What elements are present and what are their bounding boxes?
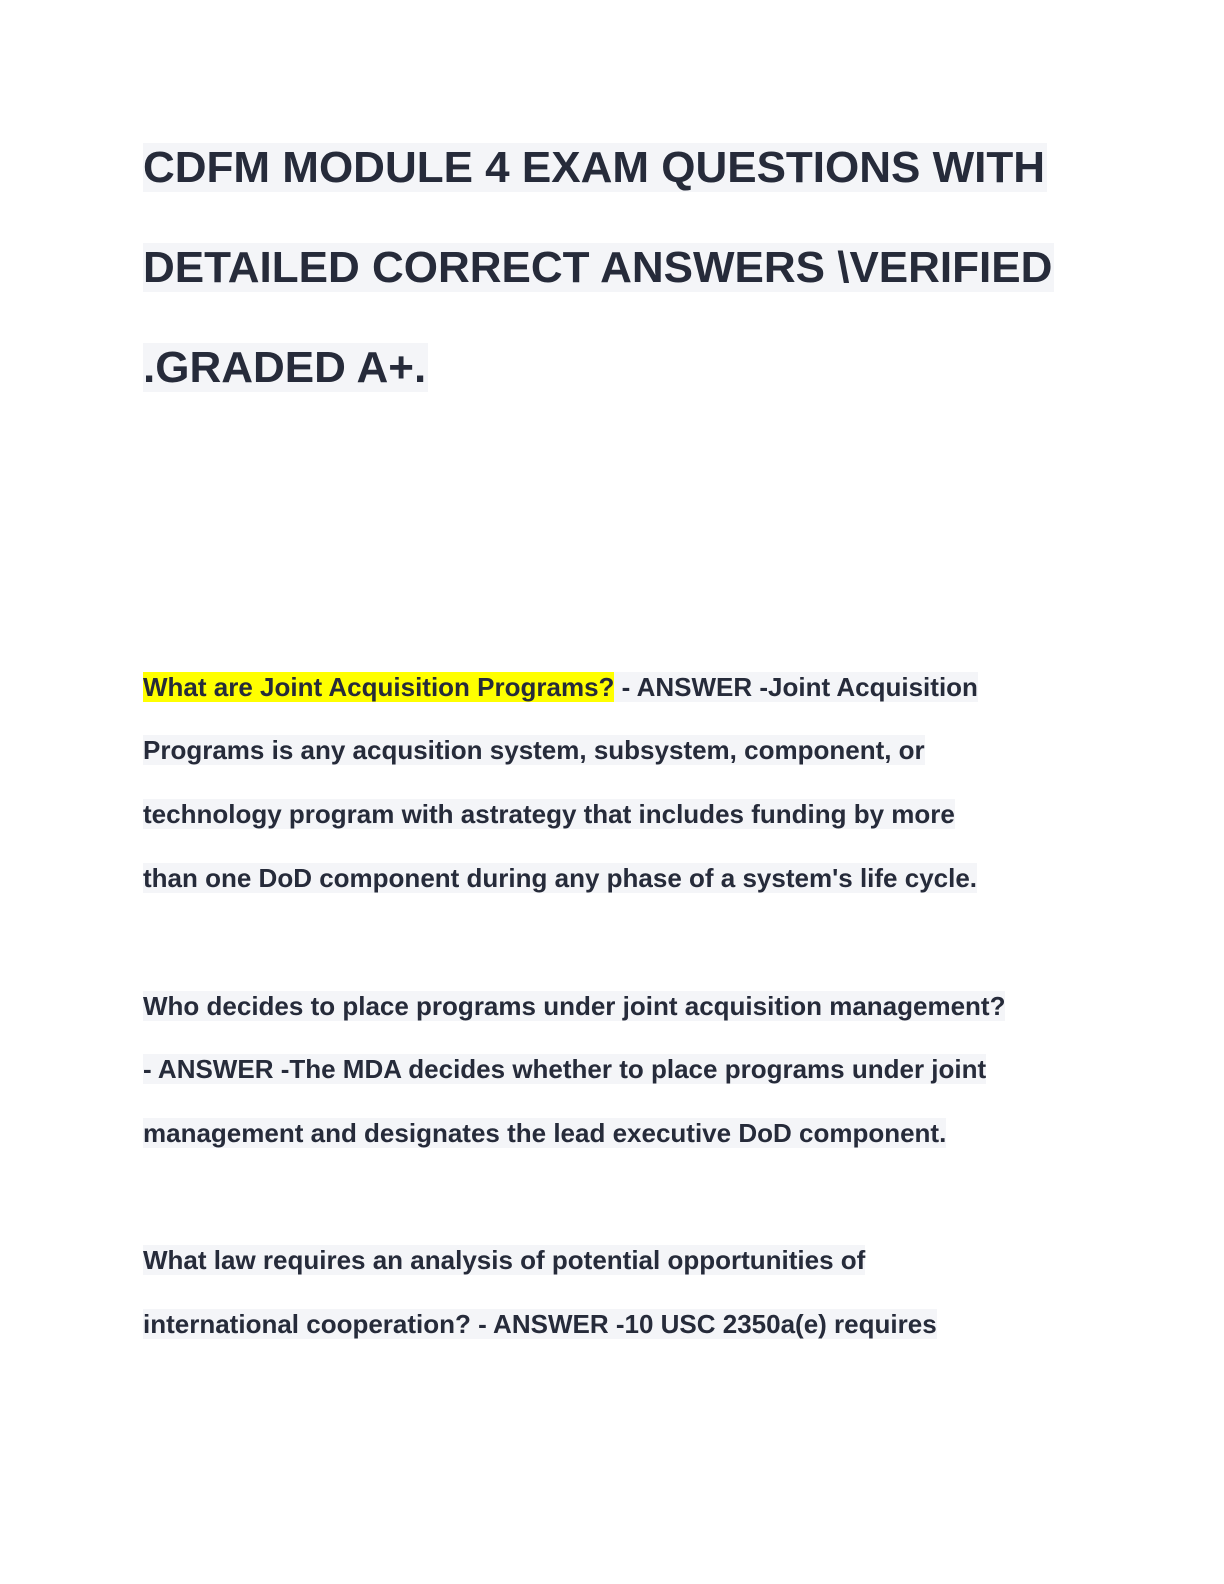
answer-text: international cooperation? - ANSWER -10 USC 2350a(e) requires (143, 1309, 937, 1339)
qa-1-line-4 (143, 861, 977, 895)
document-title-line-1 (143, 142, 1047, 194)
answer-text: technology program with astrategy that includes funding by more (143, 799, 955, 829)
qa-2-line-2 (143, 1052, 986, 1086)
answer-text: Programs is any acqusition system, subsystem, component, or (143, 735, 925, 765)
answer-text: - ANSWER -Joint Acquisition (614, 672, 978, 702)
qa-3-line-1 (143, 1243, 865, 1277)
answer-text: than one DoD component during any phase of a system's life cycle. (143, 863, 978, 893)
title-text: .GRADED A+. (143, 343, 427, 392)
qa-2-line-3 (143, 1116, 946, 1150)
highlighted-question: What are Joint Acquisition Programs? (143, 672, 615, 702)
document-title-line-2 (143, 242, 1054, 294)
question-text: Who decides to place programs under joint acquisition management? (143, 991, 1006, 1021)
qa-1-line-2 (143, 733, 925, 767)
qa-1-line-1 (143, 670, 978, 704)
title-text: DETAILED CORRECT ANSWERS \VERIFIED (143, 243, 1053, 292)
document-title-line-3 (143, 342, 428, 394)
title-text: CDFM MODULE 4 EXAM QUESTIONS WITH (143, 143, 1045, 192)
qa-1-line-3 (143, 797, 955, 831)
answer-text: - ANSWER -The MDA decides whether to place programs under joint (143, 1054, 987, 1084)
question-text: What law requires an analysis of potential opportunities of (143, 1245, 866, 1275)
qa-2-line-1 (143, 989, 1005, 1023)
answer-text: management and designates the lead executive DoD component. (143, 1118, 947, 1148)
qa-3-line-2 (143, 1307, 937, 1341)
